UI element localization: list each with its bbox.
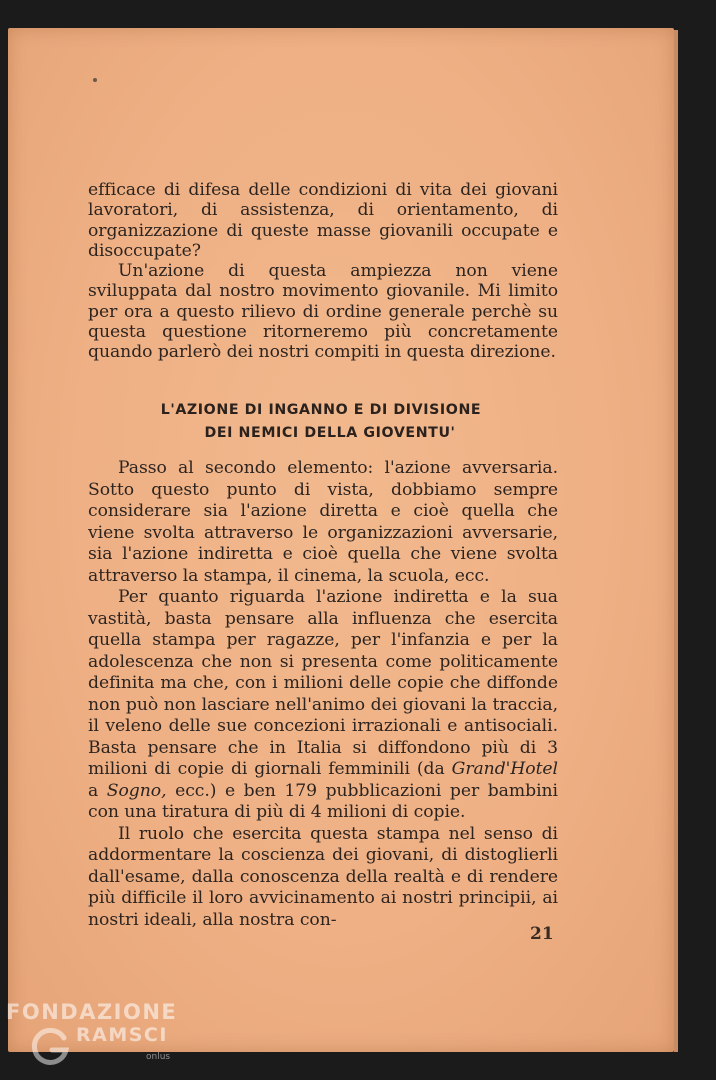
paragraph: Un'azione di questa ampiezza non viene sviluppata dal nostro movimento giovanile. Mi limito per ora a questo rilievo di ordine generale perchè su questa questione ritorneremo più concretamente quando parlerò dei nostri compiti in questa direzione. — [88, 261, 558, 363]
body-text-bottom — [88, 458, 558, 931]
watermark-text: RAMSCI — [76, 1024, 168, 1046]
watermark-text: FONDAZIONE — [6, 1000, 178, 1024]
paragraph: Passo al secondo elemento: l'azione avversaria. Sotto questo punto di vista, dobbiamo sempre considerare sia l'azione diretta e cioè quella che viene svolta attraverso le organizzazioni avversarie, sia l'azione indiretta e cioè quella che viene svolta attraverso la stampa, il cinema, la scuola, ecc. — [88, 458, 558, 586]
section-heading-line-2: DEI NEMICI DELLA GIOVENTU' — [204, 425, 456, 441]
paragraph-text: Per quanto riguarda l'azione indiretta e la sua vastità, basta pensare alla influenza che esercita quella stampa per ragazze, per l'infanzia e per la adolescenza che non si presenta come politicamente definita ma che, con i milioni delle copie che diffonde non può non lasciare nell'animo dei giovani la traccia, il veleno delle sue concezioni irrazionali e antisociali. Basta pensare che in Italia si diffondono più di 3 milioni di copie di giornali femminili (da — [88, 587, 558, 779]
section-heading — [88, 399, 558, 445]
watermark-g-logo-icon — [28, 1024, 72, 1068]
section-heading-line-1: L'AZIONE DI INGANNO E DI DIVISIONE — [160, 402, 482, 418]
page-edge — [674, 30, 678, 1052]
publication-title: Grand'Hotel — [451, 759, 558, 779]
paragraph: efficace di difesa delle condizioni di vita dei giovani lavoratori, di assistenza, di orientamento, di organizzazione di queste masse giovanili occupate e disoccupate? — [88, 180, 558, 261]
page-number: 21 — [530, 924, 554, 944]
paragraph-text: a — [88, 780, 107, 801]
ink-speck — [93, 78, 97, 82]
body-text-top — [88, 180, 558, 363]
watermark-text: onlus — [146, 1052, 171, 1062]
paragraph — [88, 587, 558, 824]
paragraph-text: ecc.) e ben 179 pubblicazioni per bambini con una tiratura di più di 4 milioni di copie. — [88, 780, 558, 822]
publication-title: Sogno, — [106, 780, 167, 801]
paragraph: Il ruolo che esercita questa stampa nel senso di addormentare la coscienza dei giovani, di distoglierli dall'esame, dalla conoscenza della realtà e di rendere più difficile il loro avvicinamento ai nostri principii, ai nostri ideali, alla nostra con- — [88, 823, 558, 930]
watermark — [6, 1000, 206, 1074]
